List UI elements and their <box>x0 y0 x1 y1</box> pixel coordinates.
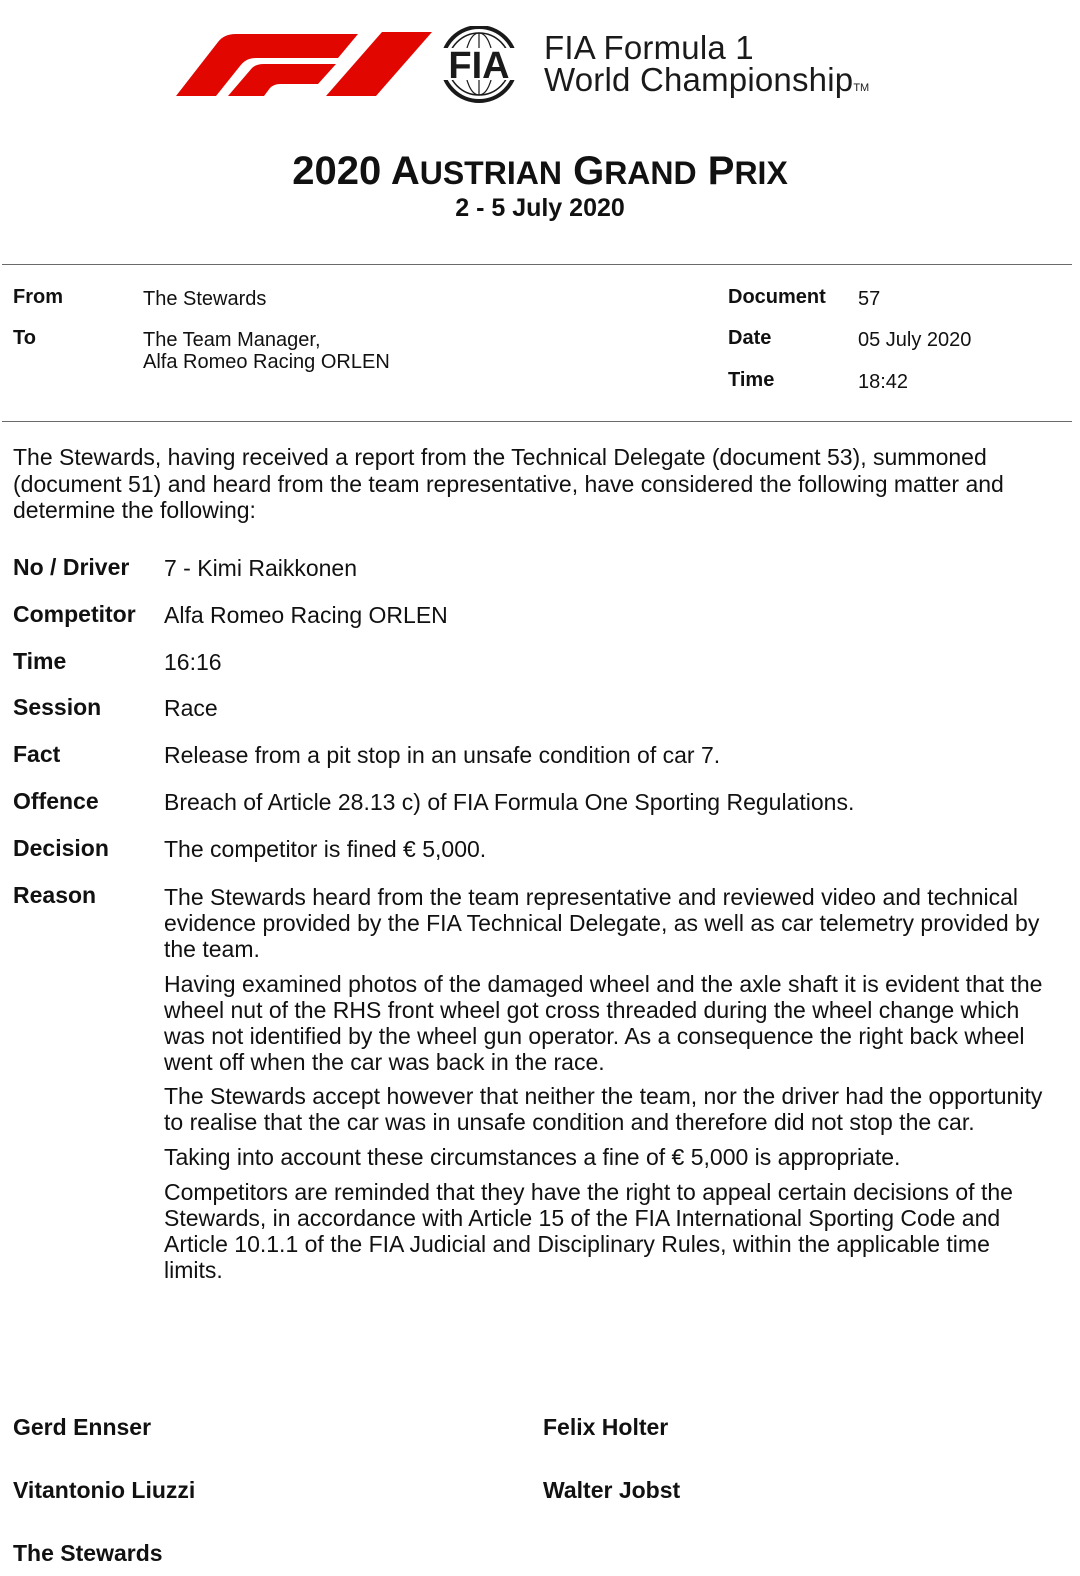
offence-value: Breach of Article 28.13 c) of FIA Formula One Sporting Regulations. <box>164 789 855 815</box>
incident-time-value: 16:16 <box>164 649 222 675</box>
session-label: Session <box>13 694 102 720</box>
header-top-rule <box>2 264 1072 265</box>
offence-label: Offence <box>13 788 99 814</box>
to-value-line1: The Team Manager, <box>143 329 321 351</box>
session-value: Race <box>164 695 218 721</box>
time-value: 18:42 <box>858 371 909 393</box>
signature-steward-2: Felix Holter <box>543 1414 669 1440</box>
intro-paragraph: The Stewards, having received a report from the Technical Delegate (document 53), summoned (document 51) and heard from the team representative, have considered the following matter and determine the following: <box>13 444 1004 523</box>
event-dates: 2 - 5 July 2020 <box>455 194 625 222</box>
fact-value: Release from a pit stop in an unsafe condition of car 7. <box>164 742 721 768</box>
decision-label: Decision <box>13 835 109 861</box>
signature-steward-4: Walter Jobst <box>543 1477 681 1503</box>
to-label: To <box>13 327 36 349</box>
document-label: Document <box>728 286 826 308</box>
reason-label: Reason <box>13 882 97 908</box>
reason-paragraph-3: The Stewards accept however that neither the team, nor the driver had the opportunity to realise that the car was in unsafe condition and therefore did not stop the car. <box>164 1083 1043 1135</box>
logo-line2: World ChampionshipTM <box>544 61 870 98</box>
fact-label: Fact <box>13 741 61 767</box>
document-value: 57 <box>858 288 881 310</box>
decision-value: The competitor is fined € 5,000. <box>164 836 487 862</box>
svg-text:FIA: FIA <box>448 45 510 87</box>
date-value: 05 July 2020 <box>858 329 972 351</box>
reason-paragraph-4: Taking into account these circumstances a fine of € 5,000 is appropriate. <box>164 1144 901 1170</box>
signatures-footer: The Stewards <box>13 1540 163 1566</box>
date-label: Date <box>728 327 772 349</box>
fia-emblem-icon <box>438 27 520 101</box>
incident-time-label: Time <box>13 648 67 674</box>
to-value-line2: Alfa Romeo Racing ORLEN <box>143 351 390 373</box>
reason-paragraph-2: Having examined photos of the damaged wheel and the axle shaft it is evident that the wheel nut of the RHS front wheel got cross threaded during the wheel change which was not identified by the wheel gun operator. As a consequence the right back wheel went off when the car was back in the race. <box>164 971 1043 1075</box>
from-label: From <box>13 286 63 308</box>
competitor-label: Competitor <box>13 601 136 627</box>
reason-paragraph-1: The Stewards heard from the team representative and reviewed video and technical evidence provided by the FIA Technical Delegate, as well as car telemetry provided by the team. <box>164 884 1040 962</box>
driver-value: 7 - Kimi Raikkonen <box>164 555 358 581</box>
signature-steward-3: Vitantonio Liuzzi <box>13 1477 196 1503</box>
competitor-value: Alfa Romeo Racing ORLEN <box>164 602 448 628</box>
from-value: The Stewards <box>143 288 267 310</box>
reason-paragraph-5: Competitors are reminded that they have the right to appeal certain decisions of the Stewards, in accordance with Article 15 of the FIA International Sporting Code and Article 10.1.1 of the FIA Judicial and Disciplinary Rules, within the applicable time limits. <box>164 1179 1013 1283</box>
logo-tm: TM <box>853 82 870 94</box>
logo-wordmark <box>544 29 870 104</box>
driver-label: No / Driver <box>13 554 130 580</box>
time-label: Time <box>728 369 775 391</box>
event-title: 2020 AUSTRIAN GRAND PRIX <box>292 149 788 193</box>
header-bottom-rule <box>2 421 1072 422</box>
logo-line1: FIA Formula 1 <box>544 29 754 66</box>
signature-steward-1: Gerd Ennser <box>13 1414 152 1440</box>
